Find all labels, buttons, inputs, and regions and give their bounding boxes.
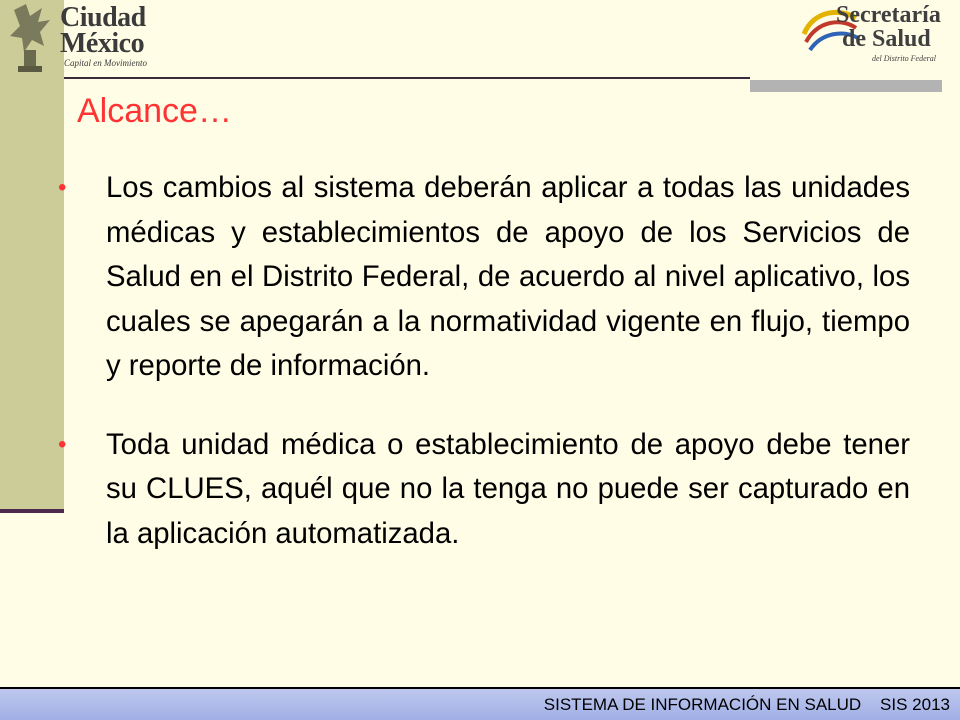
angel-emblem-icon — [4, 2, 58, 74]
left-band-underline — [0, 509, 64, 513]
bullet-dot-icon: • — [58, 430, 67, 458]
bullet-text-1: Los cambios al sistema deberán aplicar a todas las unidades médicas y establecimientos de apoyo de los Servicios de Salud en el Distrito Federal, de acuerdo al nivel aplicativo, los cuales se apegarán a la normatividad vigente en flujo, tiempo y reporte de información. — [106, 171, 910, 382]
header-grey-bar — [750, 80, 942, 92]
bullet-list — [58, 166, 910, 590]
logo-right-line1: Secretaría — [836, 2, 941, 28]
left-decorative-band — [0, 0, 64, 512]
bullet-text-2: Toda unidad médica o establecimiento de apoyo debe tener su CLUES, aquél que no la tenga no puede ser capturado en la aplicación automatizada. — [106, 427, 910, 550]
header-rule — [64, 77, 750, 79]
logo-left-tagline: Capital en Movimiento — [64, 58, 147, 68]
logo-right-line2: de Salud — [842, 26, 931, 52]
slide-title: Alcance… — [77, 92, 232, 130]
logo-right-tagline: del Distrito Federal — [872, 54, 936, 63]
bullet-dot-icon: • — [58, 174, 67, 201]
logo-left-line2: México — [60, 28, 145, 59]
ciudad-de-mexico-logo — [4, 2, 164, 76]
bullet-item-2 — [58, 423, 910, 557]
footer-text: SISTEMA DE INFORMACIÓN EN SALUD SIS 2013 — [543, 695, 950, 714]
logo-left-line1: Ciudad — [60, 2, 146, 33]
secretaria-de-salud-logo — [800, 0, 960, 70]
bullet-item-1 — [58, 166, 910, 389]
